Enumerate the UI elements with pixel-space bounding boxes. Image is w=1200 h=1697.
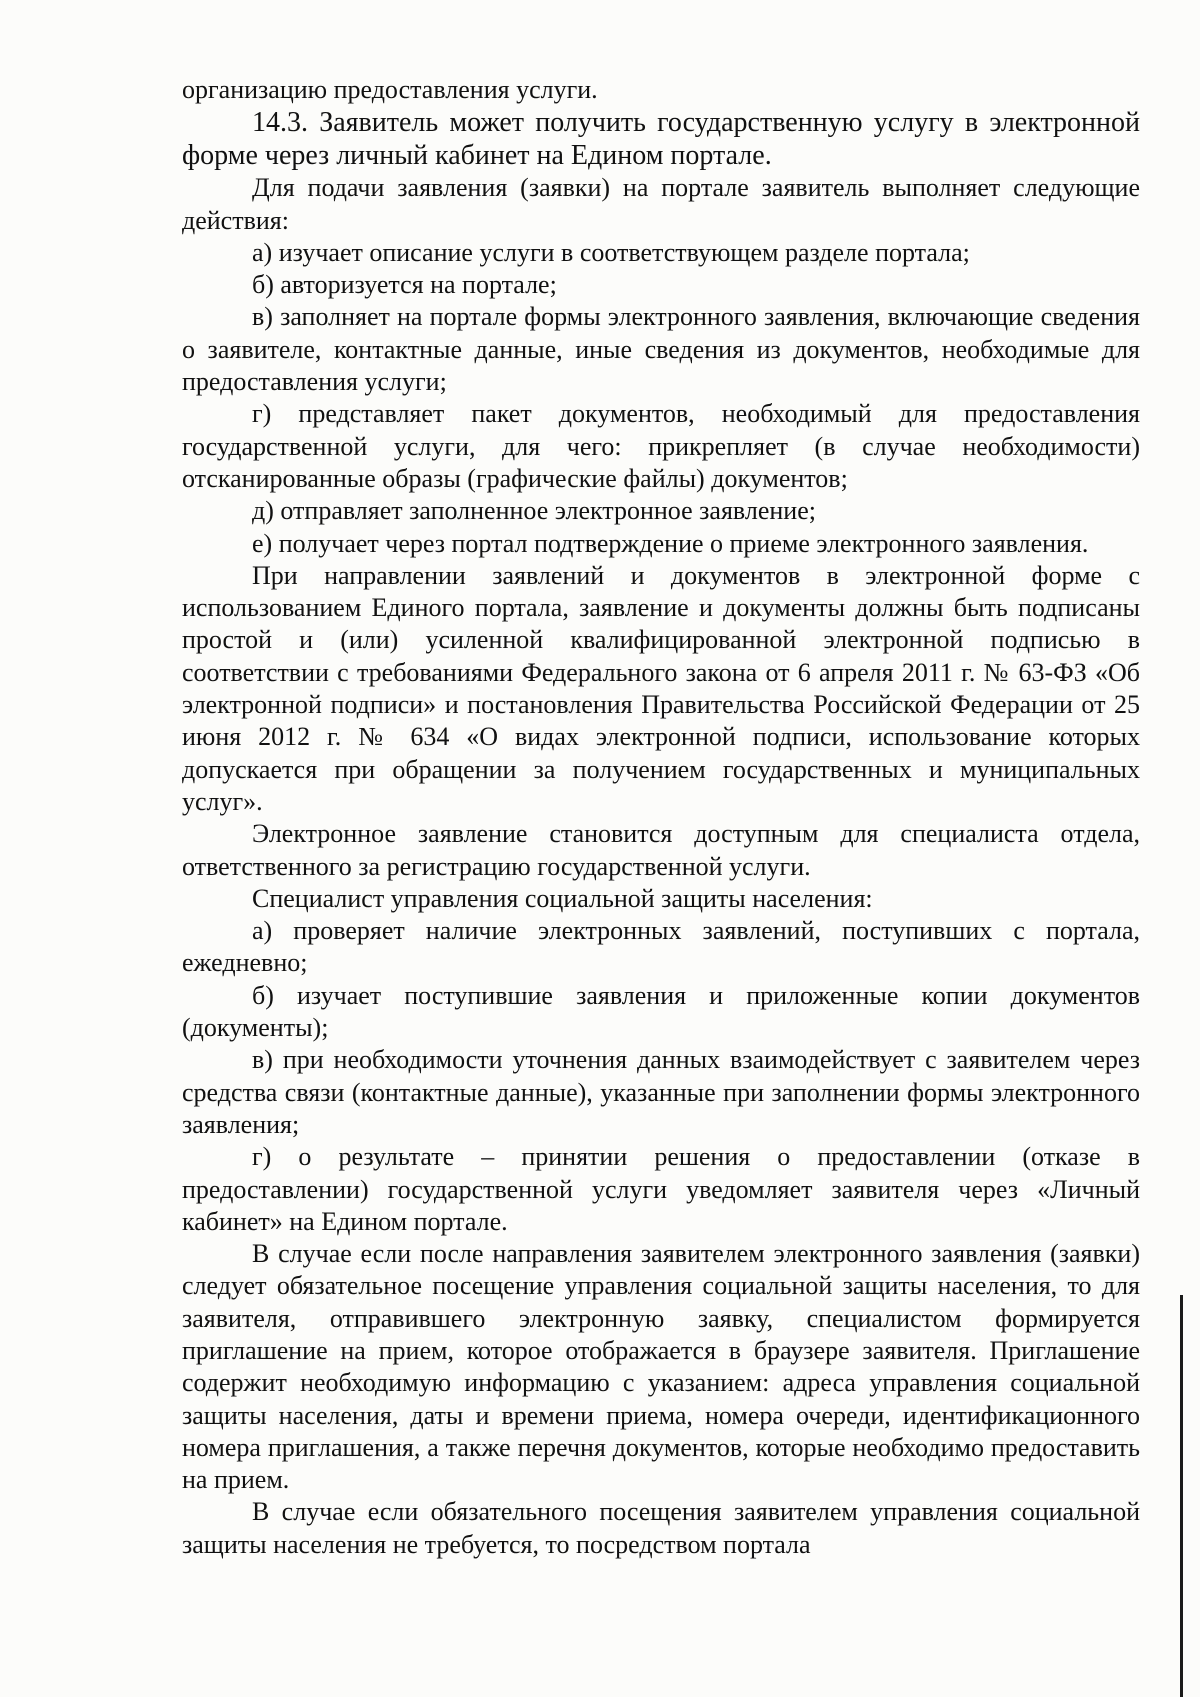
list-item-v-fills-forms: в) заполняет на портале формы электронного заявления, включающие сведения о заявителе, контактные данные, иные сведения из документов, необходимые для предоставления услуги;	[182, 302, 1140, 397]
paragraph-electronic-signature: При направлении заявлений и документов в электронной форме с использованием Единого портала, заявление и документы должны быть подписаны простой и (или) усиленной квалифицированной электронной подписью в соответствии с требованиями Федерального закона от 6 апреля 2011 г. № 63-ФЗ «Об электронной подписи» и постановления Правительства Российской Федерации от 25 июня 2012 г. № 634 «О видах электронной подписи, использование которых допускается при обращении за получением государственных и муниципальных услуг».	[182, 560, 1140, 816]
paragraph-application-availability: Электронное заявление становится доступным для специалиста отдела, ответственного за регистрацию государственной услуги.	[182, 819, 1140, 881]
list-item-d-sends-application: д) отправляет заполненное электронное заявление;	[252, 496, 816, 526]
list-item-e-receives-confirmation: е) получает через портал подтверждение о приеме электронного заявления.	[252, 528, 1089, 558]
paragraph-no-visit-required: В случае если обязательного посещения заявителем управления социальной защиты населения не требуется, то посредством портала	[182, 1497, 1140, 1559]
paragraph-mandatory-visit: В случае если после направления заявителем электронного заявления (заявки) следует обязательное посещение управления социальной защиты населения, то для заявителя, отправившего электронную заявку, специалистом формируется приглашение на прием, которое отображается в браузере заявителя. Приглашение содержит необходимую информацию с указанием: адреса управления социальной защиты населения, даты и времени приема, номера очереди, идентификационного номера приглашения, а также перечня документов, которые необходимо предоставить на прием.	[182, 1239, 1140, 1495]
list-item-a-checks-applications: а) проверяет наличие электронных заявлений, поступивших с портала, ежедневно;	[182, 916, 1140, 978]
document-body	[182, 74, 1140, 1561]
paragraph-application-steps-intro: Для подачи заявления (заявки) на портале заявитель выполняет следующие действия:	[182, 173, 1140, 235]
list-item-b-authorizes: б) авторизуется на портале;	[252, 270, 557, 300]
list-item-a-studies-description: а) изучает описание услуги в соответствующем разделе портала;	[252, 237, 970, 267]
list-item-g-notifies-result: г) о результате – принятии решения о предоставлении (отказе в предоставлении) государственной услуги уведомляет заявителя через «Личный кабинет» на Едином портале.	[182, 1142, 1140, 1236]
scan-edge-line	[1180, 1295, 1183, 1697]
paragraph-14-3: 14.3. Заявитель может получить государственную услугу в электронной форме через личный кабинет на Едином портале.	[182, 107, 1140, 172]
list-item-g-submits-documents: г) представляет пакет документов, необходимый для предоставления государственной услуги, для чего: прикрепляет (в случае необходимости) отсканированные образы (графические файлы) документов;	[182, 399, 1140, 493]
paragraph-service-organization: организацию предоставления услуги.	[182, 75, 598, 104]
paragraph-specialist-duties-intro: Специалист управления социальной защиты населения:	[252, 883, 873, 913]
list-item-v-clarifies-data: в) при необходимости уточнения данных взаимодействует с заявителем через средства связи (контактные данные), указанные при заполнении формы электронного заявления;	[182, 1045, 1140, 1139]
list-item-b-studies-applications: б) изучает поступившие заявления и приложенные копии документов (документы);	[182, 980, 1140, 1043]
